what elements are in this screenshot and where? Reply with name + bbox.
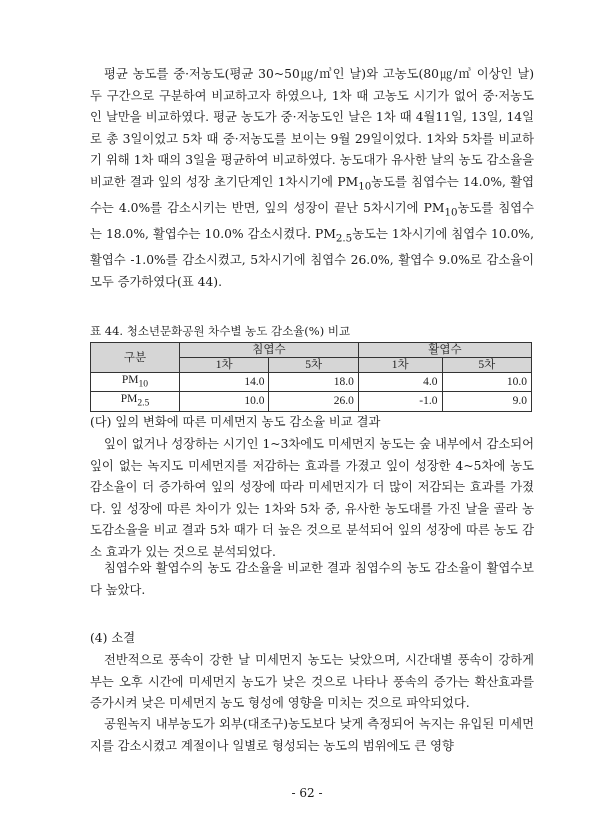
row-label: $PM_{10}$	[91, 373, 180, 392]
paragraph-2: 잎이 없거나 성장하는 시기인 1~3차에도 미세먼지 농도는 숲 내부에서 감소되어 잎이 없는 녹지도 미세먼지를 저감하는 효과를 가졌고 잎이 성장한 4~5차에 농도 감소율이 더 증가하여 잎의 성장에 따라 미세먼지가 더 많이 저감되는 효과를 가졌다. 잎 성장에 따른 차이가 있는 1차와 5차 중, 유사한 농도대를 가진 날을 골라 농도감소율을 비교 결과 5차 때가 더 높은 것으로 분석되어 잎의 성장에 따른 농도 감소 효과가 있는 것으로 분석되었다.	[90, 437, 534, 559]
pm25-subscript: 2.5	[335, 232, 353, 245]
table-cell: 4.0	[358, 373, 442, 392]
paragraph-1-text-d: 농도는 1차시기에 침엽수 10.0%, 활엽수 -1.0%를 감소시켰고, 5차시기에 침엽수 26.0%, 활엽수 9.0%로 감소율이 모두 증가하였다(표 44).	[90, 227, 534, 289]
paragraph-1	[90, 64, 534, 293]
paragraph-1-text-c: 농도를 침엽수는 18.0%, 활엽수는 10.0% 감소시켰다. PM	[90, 201, 534, 242]
table-subheader-5th: 5차	[442, 358, 532, 373]
paragraph-5: 공원녹지 내부농도가 외부(대조구)농도보다 낮게 측정되어 녹지는 유입된 미세먼지를 감소시켰고 계절이나 일별로 형성되는 농도의 범위에도 큰 영향	[90, 717, 534, 753]
table-cell: 10.0	[442, 373, 532, 392]
pm10-subscript: 10	[444, 206, 458, 219]
pm10-subscript: 10	[358, 180, 372, 193]
table-cell: -1.0	[358, 392, 442, 411]
table-cell: 14.0	[180, 373, 269, 392]
table-row	[91, 373, 532, 392]
paragraph-3: 침엽수와 활엽수의 농도 감소율을 비교한 결과 침엽수의 농도 감소율이 활엽수보다 높았다.	[90, 561, 534, 597]
table-cell: 18.0	[269, 373, 358, 392]
table-row	[91, 392, 532, 411]
table-subheader-5th: 5차	[269, 358, 358, 373]
section-4-heading: (4) 소결	[90, 631, 136, 645]
table-header-conifer: 침엽수	[180, 343, 359, 358]
section-c-heading: (다) 잎의 변화에 따른 미세먼지 농도 감소율 비교 결과	[90, 415, 381, 429]
table-cell: 26.0	[269, 392, 358, 411]
table-header-category: 구분	[91, 343, 180, 373]
paragraph-1-text-b: 농도를 침엽수는 14.0%, 활엽수는 4.0%를 감소시키는 반면, 잎의 성장이 끝난 5차시기에 PM	[90, 174, 534, 216]
reduction-rate-table	[90, 342, 532, 412]
table-subheader-1st: 1차	[180, 358, 269, 373]
table-header-broadleaf: 활엽수	[358, 343, 531, 358]
table-cell: 9.0	[442, 392, 532, 411]
table-subheader-1st: 1차	[358, 358, 442, 373]
row-label: $PM_{2.5}$	[91, 392, 180, 411]
table-caption: 표 44. 청소년문화공원 차수별 농도 감소율(%) 비교	[90, 324, 351, 338]
page-number: - 62 -	[291, 786, 323, 800]
paragraph-4: 전반적으로 풍속이 강한 날 미세먼지 농도는 낮았으며, 시간대별 풍속이 강하게 부는 오후 시간에 미세먼지 농도가 낮은 것으로 나타나 풍속의 증가는 확산효과를 증가시켜 낮은 미세먼지 농도 형성에 영향을 미치는 것으로 파악되었다.	[90, 653, 534, 711]
paragraph-1-text: 평균 농도를 중·저농도(평균 30~50㎍/㎥인 날)와 고농도(80㎍/㎥ 이상인 날) 두 구간으로 구분하여 비교하고자 하였으나, 1차 때 고농도 시기가 없어 중·저농도인 날만을 비교하였다. 평균 농도가 중·저농도인 날은 1차 때 4월11일, 13일, 14일로 총 3일이었고 5차 때 중·저농도를 보이는 9월 29일이었다. 1차와 5차를 비교하기 위해 1차 때의 3일을 평균하여 비교하였다. 농도대가 유사한 날의 농도 감소율을 비교한 결과 잎의 성장 초기단계인 1차시기에 PM	[90, 67, 534, 189]
table-cell: 10.0	[180, 392, 269, 411]
